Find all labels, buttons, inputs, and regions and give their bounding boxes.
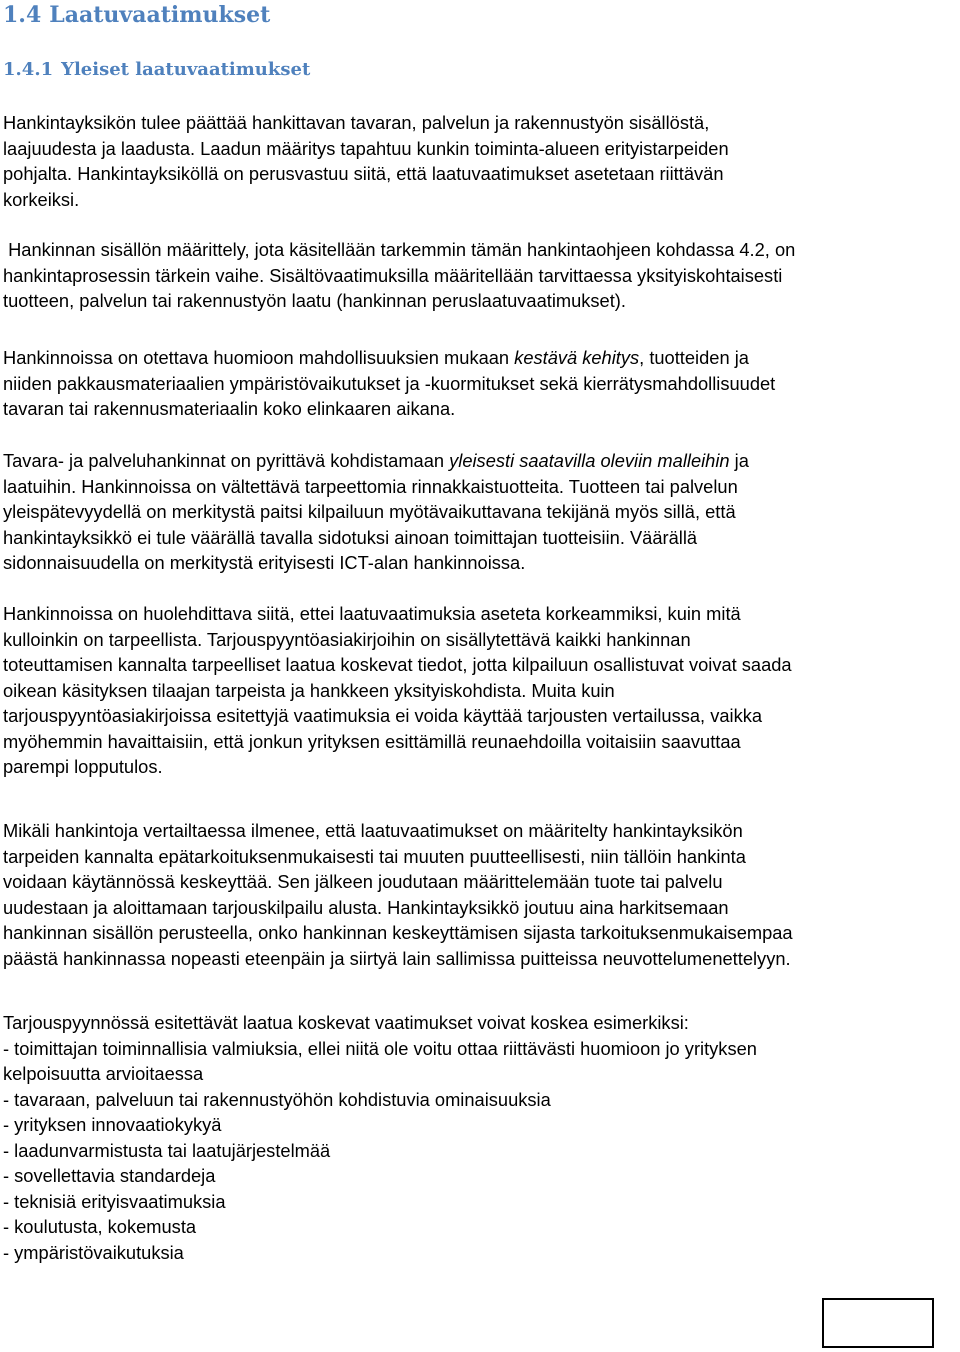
list-item: - toimittajan toiminnallisia valmiuksia, ellei niitä ole voitu ottaa riittävästi huomioon jo yrityksen — [3, 1037, 757, 1059]
text-line — [3, 448, 951, 474]
paragraph-6 — [3, 818, 951, 971]
text-line: voidaan käytännössä keskeyttää. Sen jälkeen joudutaan määrittelemään tuote tai palvelu — [3, 871, 723, 892]
emphasis-text: yleisesti saatavilla oleviin malleihin — [449, 450, 730, 471]
text-run: Hankinnoissa on otettava huomioon mahdollisuuksien mukaan — [3, 347, 515, 368]
text-line: tuotteen, palvelun tai rakennustyön laatu (hankinnan peruslaatuvaatimukset). — [3, 290, 626, 311]
list-item: - teknisiä erityisvaatimuksia — [3, 1190, 226, 1212]
list-item: - sovellettavia standardeja — [3, 1165, 216, 1186]
text-line: Tarjouspyynnössä esitettävät laatua koskevat vaatimukset voivat koskea esimerkiksi: — [3, 1012, 689, 1033]
paragraph-2 — [3, 237, 951, 314]
text-line: kulloinkin on tarpeellista. Tarjouspyyntöasiakirjoihin on sisällytettävä kaikki hankinnan — [3, 628, 691, 650]
subsection-number: 1.4.1 — [3, 59, 54, 80]
text-line: laajuudesta ja laadusta. Laadun määritys tapahtuu kunkin toiminta-alueen erityistarpeiden — [3, 137, 729, 159]
text-line: laatuihin. Hankinnoissa on vältettävä tarpeettomia rinnakkaistuotteita. Tuotteen tai palvelun — [3, 475, 738, 497]
list-item: - koulutusta, kokemusta — [3, 1216, 197, 1237]
text-line: hankintayksikkö ei tule väärällä tavalla sidotuksi ainoan toimittajan tuotteisiin. Väärällä — [3, 526, 698, 548]
list-item: - laadunvarmistusta tai laatujärjestelmää — [3, 1139, 331, 1161]
paragraph-3 — [3, 345, 951, 422]
paragraph-4 — [3, 448, 951, 576]
list-item: - yrityksen innovaatiokykyä — [3, 1114, 222, 1135]
text-line: tarpeiden kannalta epätarkoituksenmukaisesti tai muuten puutteellisesti, niin tällöin hankinta — [3, 845, 746, 867]
text-line: parempi lopputulos. — [3, 756, 163, 777]
text-line: niiden pakkausmateriaalien ympäristövaikutukset ja -kuormitukset sekä kierrätysmahdollisuudet — [3, 372, 776, 394]
text-line: Hankintayksikön tulee päättää hankittavan tavaran, palvelun ja rakennustyön sisällöstä, — [3, 112, 710, 133]
text-line: Hankinnoissa on huolehdittava siitä, ettei laatuvaatimuksia aseteta korkeammiksi, kuin mitä — [3, 603, 741, 624]
text-run: ja — [729, 450, 749, 471]
subsection-title: Yleiset laatuvaatimukset — [61, 59, 311, 80]
text-line: tavaran tai rakennusmateriaalin koko elinkaaren aikana. — [3, 398, 456, 419]
section-heading — [3, 2, 270, 28]
section-number: 1.4 — [3, 2, 42, 28]
paragraph-5 — [3, 601, 951, 780]
paragraph-7 — [3, 1010, 951, 1265]
text-line: sidonnaisuudella on merkitystä erityisesti ICT-alan hankinnoissa. — [3, 552, 526, 573]
page-number-box — [822, 1298, 934, 1348]
text-line: Hankinnan sisällön määrittely, jota käsitellään tarkemmin tämän hankintaohjeen kohdassa 4.2, on — [3, 239, 796, 260]
text-line: hankinnan sisällön perusteella, onko hankinnan keskeyttämisen sijasta tarkoituksenmukaisempaa — [3, 922, 793, 943]
text-line: korkeiksi. — [3, 188, 80, 210]
subsection-heading — [3, 59, 310, 80]
text-line: myöhemmin havaittaisiin, että jonkun yrityksen esittämillä reunaehdoilla voitaisiin saavuttaa — [3, 730, 741, 752]
section-title: Laatuvaatimukset — [49, 2, 271, 28]
text-line: hankintaprosessin tärkein vaihe. Sisältövaatimuksilla määritellään tarvittaessa yksityiskohtaisesti — [3, 264, 783, 286]
text-line: pohjalta. Hankintayksiköllä on perusvastuu siitä, että laatuvaatimukset asetetaan riittävän — [3, 163, 724, 184]
text-run: Tavara- ja palveluhankinnat on pyrittävä kohdistamaan — [3, 450, 450, 471]
text-line: uudestaan ja aloittamaan tarjouskilpailu alusta. Hankintayksikkö joutuu aina harkitsemaan — [3, 896, 729, 918]
list-item: - tavaraan, palveluun tai rakennustyöhön kohdistuvia ominaisuuksia — [3, 1088, 551, 1110]
text-line: tarjouspyyntöasiakirjoissa esitettyjä vaatimuksia ei voida käyttää tarjousten vertailussa, vaikka — [3, 705, 763, 726]
paragraph-1 — [3, 110, 951, 212]
text-line: toteuttamisen kannalta tarpeelliset laatua koskevat tiedot, jotta kilpailuun osallistuvat voivat saada — [3, 654, 792, 675]
text-run: , tuotteiden ja — [639, 347, 749, 368]
emphasis-text: kestävä kehitys — [514, 347, 640, 368]
text-line: Mikäli hankintoja vertailtaessa ilmenee, että laatuvaatimukset on määritelty hankintayksikön — [3, 820, 743, 841]
list-item: - ympäristövaikutuksia — [3, 1241, 184, 1263]
text-line: yleispätevyydellä on merkitystä paitsi kilpailuun myötävaikuttavana tekijänä myös sillä, että — [3, 501, 736, 522]
text-line: päästä hankinnassa nopeasti eteenpäin ja siirtyä lain sallimissa puitteissa neuvottelumenettelyyn. — [3, 947, 791, 969]
text-line — [3, 345, 951, 371]
text-line: oikean käsityksen tilaajan tarpeista ja hankkeen yksityiskohdista. Muita kuin — [3, 679, 615, 701]
list-item-continuation: kelpoisuutta arvioitaessa — [3, 1063, 204, 1084]
